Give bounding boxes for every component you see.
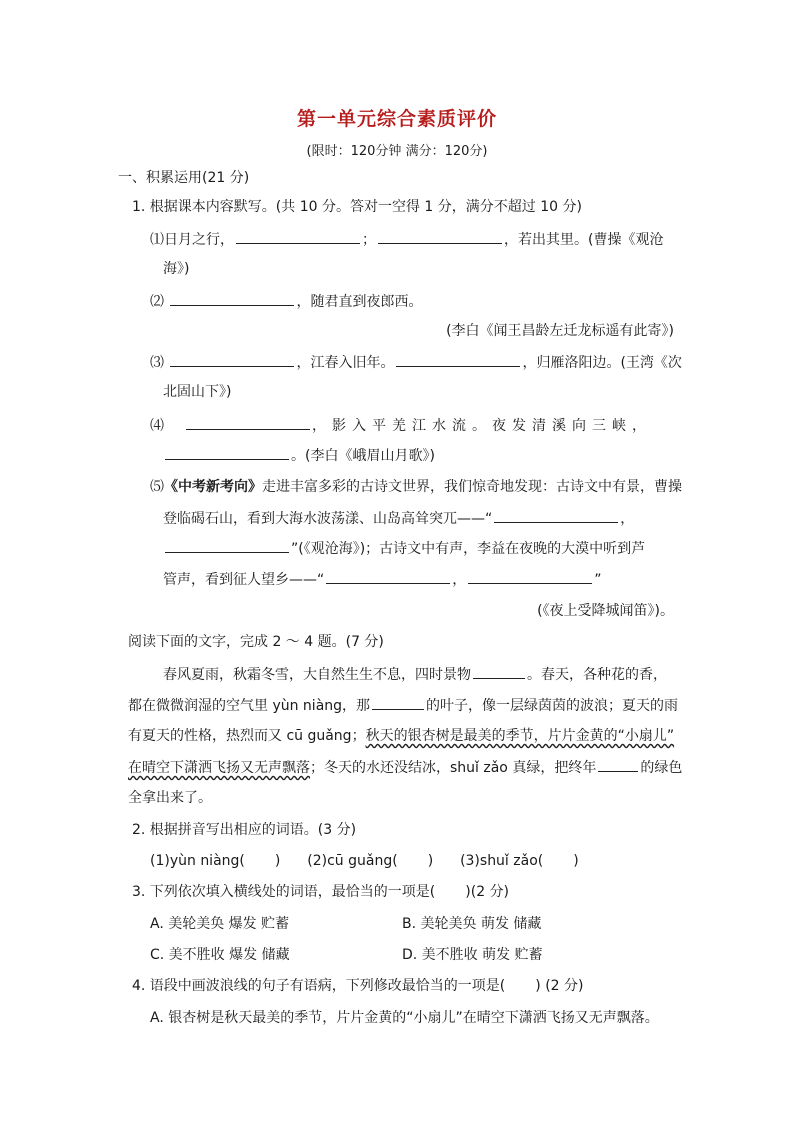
q1-item-2: ⑵ ，随君直到夜郎西。 — [150, 291, 422, 312]
q1-item-5-line3: ”(《观沧海》)；古诗文中有声，李益在夜晚的大漠中听到芦 — [163, 538, 645, 559]
q3-option-d[interactable]: D. 美不胜收 萌发 贮蓄 — [402, 947, 543, 963]
answer-blank[interactable] — [186, 415, 310, 430]
answer-blank[interactable] — [170, 352, 294, 367]
q1-item-2-source: (李白《闻王昌龄左迁龙标遥有此寄》) — [446, 323, 674, 339]
answer-blank[interactable] — [468, 569, 592, 584]
q1-item-1-cont: 海》) — [163, 261, 190, 277]
q2-options: (1)yùn niàng( ) (2)cū guǎng( ) (3)shuǐ zǎo( ) — [150, 853, 579, 869]
page-title: 第一单元综合素质评价 — [296, 108, 497, 130]
q1-item-5-line2: 登临碣石山，看到大海水波荡漾、山岛高耸突兀——“ ， — [163, 508, 634, 529]
q1-item-4-cont: 。(李白《峨眉山月歌》) — [163, 445, 435, 466]
question-2-stem: 2. 根据拼音写出相应的词语。(3 分) — [132, 822, 357, 838]
q3-option-a[interactable]: A. 美轮美奂 爆发 贮蓄 — [150, 916, 290, 932]
q1-item-1: ⑴日月之行， ； ，若出其里。(曹操《观沧 — [150, 229, 663, 250]
answer-blank[interactable] — [494, 508, 618, 523]
wavy-sentence: 秋天的银杏树是最美的季节，片片金黄的“小扇儿” — [365, 728, 675, 744]
answer-blank[interactable] — [396, 352, 520, 367]
passage-line: 有夏天的性格，热烈而又 cū guǎng；秋天的银杏树是最美的季节，片片金黄的“小扇儿” — [128, 728, 675, 744]
answer-blank[interactable] — [170, 291, 294, 306]
q1-item-5-source: (《夜上受降城闻笛》)。 — [537, 603, 674, 619]
page-subtitle: (限时：120分钟 满分：120分) — [306, 144, 488, 159]
answer-blank[interactable] — [378, 229, 502, 244]
q1-item-5-line4: 管声，看到征人望乡——“ ， ” — [163, 569, 602, 590]
q3-option-b[interactable]: B. 美轮美奂 萌发 储藏 — [402, 916, 542, 932]
question-1-stem: 1. 根据课本内容默写。(共 10 分。答对一空得 1 分，满分不超过 10 分) — [132, 199, 582, 215]
section-heading: 一、积累运用(21 分) — [118, 170, 250, 186]
answer-blank[interactable] — [326, 569, 450, 584]
passage-line: 全拿出来了。 — [128, 790, 212, 806]
question-4-stem: 4. 语段中画波浪线的句子有语病，下列修改最恰当的一项是( ) (2 分) — [132, 978, 584, 994]
q1-item-3-cont: 北固山下》) — [163, 384, 232, 400]
q1-item-3: ⑶ ，江春入旧年。 ，归雁洛阳边。(王湾《次 — [150, 352, 682, 373]
q1-item-5: ⑸《中考新考向》走进丰富多彩的古诗文世界，我们惊奇地发现：古诗文中有景，曹操 — [150, 479, 682, 495]
answer-blank[interactable] — [236, 229, 360, 244]
reading-intro: 阅读下面的文字，完成 2 ～ 4 题。(7 分) — [128, 634, 384, 650]
answer-blank[interactable] — [165, 538, 289, 553]
q3-option-c[interactable]: C. 美不胜收 爆发 储藏 — [150, 947, 290, 963]
answer-blank[interactable] — [473, 664, 525, 679]
answer-blank[interactable] — [165, 445, 289, 460]
passage-line: 都在微微润湿的空气里 yùn niàng，那 的叶子，像一层绿茵茵的波浪；夏天的雨 — [128, 695, 678, 716]
question-3-stem: 3. 下列依次填入横线处的词语，最恰当的一项是( )(2 分) — [132, 884, 510, 900]
exam-trend-tag: 《中考新考向》 — [164, 479, 262, 495]
passage-line: 春风夏雨，秋霜冬雪，大自然生生不息，四时景物 。春天，各种花的香， — [163, 664, 667, 685]
answer-blank[interactable] — [372, 695, 424, 710]
q1-item-4: ⑷ ，影入平羌江水流。夜发清溪向三峡， — [150, 415, 674, 436]
passage-line: 在晴空下潇洒飞扬又无声飘落；冬天的水还没结冰，shuǐ zǎo 真绿，把终年 的绿色 — [128, 757, 682, 778]
q4-option-a[interactable]: A. 银杏树是秋天最美的季节，片片金黄的“小扇儿”在晴空下潇洒飞扬又无声飘落。 — [150, 1010, 659, 1026]
answer-blank[interactable] — [598, 757, 638, 772]
wavy-sentence: 在晴空下潇洒飞扬又无声飘落 — [128, 760, 310, 776]
